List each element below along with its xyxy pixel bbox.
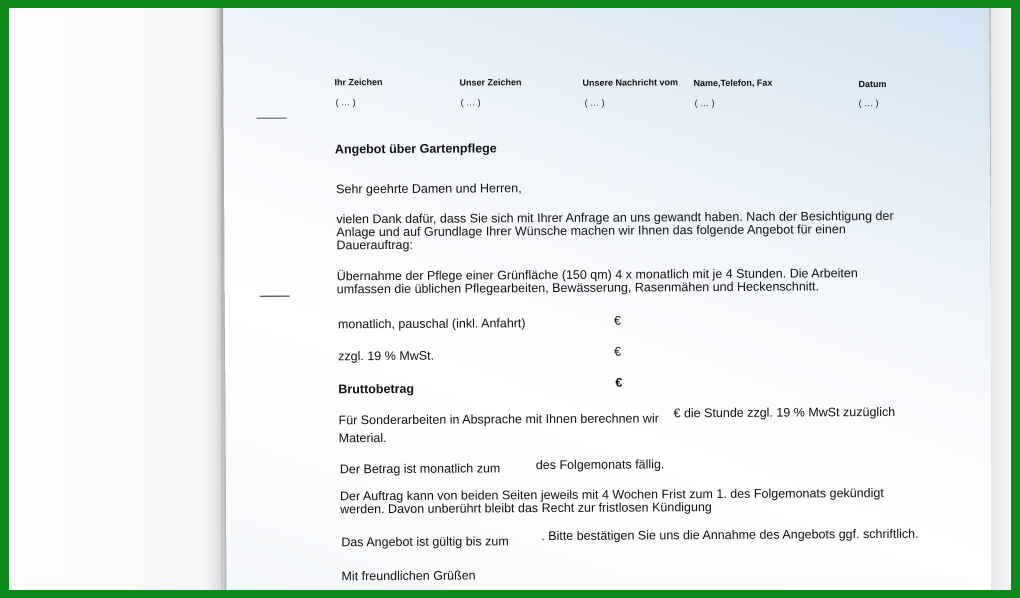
header-value-datum: ( … ) xyxy=(858,97,879,109)
document-frame xyxy=(9,8,1011,590)
extra-work-line-1b: € die Stunde zzgl. 19 % MwSt zuzüglich xyxy=(673,404,896,421)
price-row-monthly-label: monatlich, pauschal (inkl. Anfahrt) xyxy=(337,316,526,332)
header-label-unsere-nachricht: Unsere Nachricht vom xyxy=(582,77,679,88)
header-value-name-telefon-fax: ( … ) xyxy=(694,97,715,109)
termination-line-2: werden. Davon unberührt bleibt das Recht zur fristlosen Kündigung xyxy=(340,500,712,517)
price-row-gross-label: Bruttobetrag xyxy=(338,381,415,397)
letter-page xyxy=(223,8,993,590)
header-label-name-telefon-fax: Name,Telefon, Fax xyxy=(693,77,773,89)
header-value-unsere-nachricht: ( … ) xyxy=(584,97,605,108)
extra-work-line-1a: Für Sonderarbeiten in Absprache mit Ihnen berechnen wir xyxy=(338,411,659,428)
intro-line-3: Dauerauftrag: xyxy=(336,237,413,253)
scope-line-1: Übernahme der Pflege einer Grünfläche (150 qm) 4 x monatlich mit je 4 Stunden. Die Arbeiten xyxy=(336,266,858,284)
header-label-datum: Datum xyxy=(858,78,887,90)
price-row-gross-currency: € xyxy=(615,375,623,390)
right-blank-page xyxy=(991,8,1011,590)
salutation: Sehr geehrte Damen und Herren, xyxy=(336,181,522,197)
extra-work-line-2: Material. xyxy=(338,431,387,446)
left-blank-page xyxy=(9,8,219,590)
payment-line-a: Der Betrag ist monatlich zum xyxy=(339,461,501,477)
scope-line-2: umfassen die üblichen Pflegearbeiten, Bewässerung, Rasenmähen und Heckenschnitt. xyxy=(336,279,820,297)
termination-line-1: Der Auftrag kann von beiden Seiten jeweils mit 4 Wochen Frist zum 1. des Folgemonats gekündigt xyxy=(339,485,884,504)
closing: Mit freundlichen Grüßen xyxy=(341,568,476,584)
fold-mark-middle xyxy=(260,296,290,297)
price-row-vat-label: zzgl. 19 % MwSt. xyxy=(338,348,435,364)
intro-line-2: Anlage und auf Grundlage Ihrer Wünsche machen wir Ihnen das folgende Angebot für einen xyxy=(336,222,846,240)
header-label-unser-zeichen: Unser Zeichen xyxy=(459,77,522,88)
header-value-unser-zeichen: ( … ) xyxy=(460,97,481,108)
header-label-ihr-zeichen: Ihr Zeichen xyxy=(334,77,383,88)
page-shadow xyxy=(205,8,223,590)
validity-line-b: . Bitte bestätigen Sie uns die Annahme des Angebots ggf. schriftlich. xyxy=(541,526,919,544)
letter-subject: Angebot über Gartenpflege xyxy=(334,141,497,157)
fold-mark-top xyxy=(257,118,287,119)
payment-line-b: des Folgemonats fällig. xyxy=(535,457,665,473)
validity-line-a: Das Angebot ist gültig bis zum xyxy=(341,534,509,550)
price-row-vat-currency: € xyxy=(614,344,622,359)
header-value-ihr-zeichen: ( … ) xyxy=(335,97,356,108)
intro-line-1: vielen Dank dafür, dass Sie sich mit Ihrer Anfrage an uns gewandt haben. Nach der Besichtigung der xyxy=(336,208,894,227)
price-row-monthly-currency: € xyxy=(613,313,621,328)
